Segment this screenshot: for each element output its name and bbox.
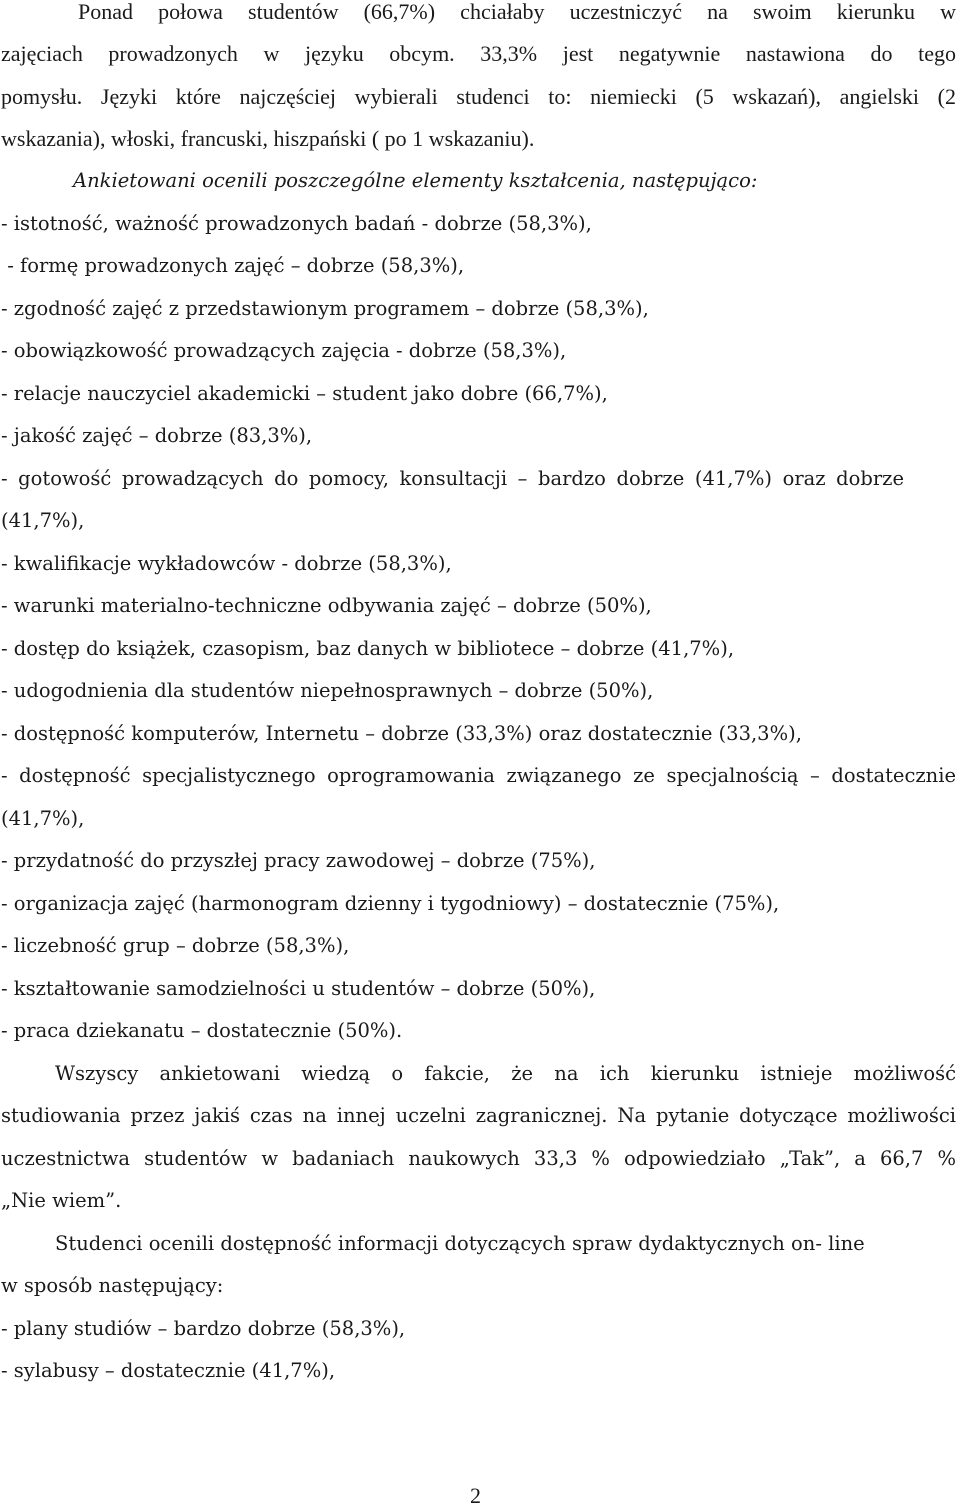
rating-item: - jakość zajęć – dobrze (83,3%),	[1, 424, 313, 447]
rating-item-continued: (41,7%),	[1, 509, 85, 532]
rating-item: - dostępność specjalistycznego oprogramowania związanego ze specjalnością – dostatecznie	[1, 764, 956, 787]
rating-item: - zgodność zajęć z przedstawionym programem – dobrze (58,3%),	[1, 297, 649, 320]
rating-item: - relacje nauczyciel akademicki – student jako dobre (66,7%),	[1, 382, 608, 405]
rating-item: - formę prowadzonych zajęć – dobrze (58,3%),	[1, 254, 465, 277]
rating-item-continued: (41,7%),	[1, 807, 85, 830]
exchange-line-2: studiowania przez jakiś czas na innej uczelni zagranicznej. Na pytanie dotyczące możliwości	[1, 1104, 956, 1127]
ratings-heading: Ankietowani ocenili poszczególne elementy kształcenia, następująco:	[73, 169, 758, 192]
rating-item: - przydatność do przyszłej pracy zawodowej – dobrze (75%),	[1, 849, 596, 872]
rating-item: - praca dziekanatu – dostatecznie (50%).	[1, 1019, 403, 1042]
rating-item: - dostęp do książek, czasopism, baz danych w bibliotece – dobrze (41,7%),	[1, 637, 735, 660]
rating-item: - obowiązkowość prowadzących zajęcia - dobrze (58,3%),	[1, 339, 567, 362]
online-item: - sylabusy – dostatecznie (41,7%),	[1, 1359, 336, 1382]
rating-item: - kwalifikacje wykładowców - dobrze (58,3%),	[1, 552, 452, 575]
rating-item: - organizacja zajęć (harmonogram dzienny i tygodniowy) – dostatecznie (75%),	[1, 892, 780, 915]
rating-item: - kształtowanie samodzielności u studentów – dobrze (50%),	[1, 977, 596, 1000]
intro-line-4: wskazania), włoski, francuski, hiszpański ( po 1 wskazaniu).	[1, 126, 535, 151]
exchange-line-4: „Nie wiem”.	[1, 1189, 122, 1212]
rating-item: - dostępność komputerów, Internetu – dobrze (33,3%) oraz dostatecznie (33,3%),	[1, 722, 802, 745]
page-number: 2	[470, 1483, 481, 1508]
rating-item: - istotność, ważność prowadzonych badań - dobrze (58,3%),	[1, 212, 592, 235]
online-item: - plany studiów – bardzo dobrze (58,3%),	[1, 1317, 406, 1340]
rating-item: - udogodnienia dla studentów niepełnosprawnych – dobrze (50%),	[1, 679, 654, 702]
rating-item: - liczebność grup – dobrze (58,3%),	[1, 934, 350, 957]
online-heading-continued: w sposób następujący:	[1, 1274, 224, 1297]
online-heading: Studenci ocenili dostępność informacji dotyczących spraw dydaktycznych on- line	[55, 1232, 865, 1255]
intro-line-2: zajęciach prowadzonych w języku obcym. 33,3% jest negatywnie nastawiona do tego	[1, 41, 956, 66]
rating-item: - gotowość prowadzących do pomocy, konsultacji – bardzo dobrze (41,7%) oraz dobrze	[1, 467, 904, 490]
exchange-line-3: uczestnictwa studentów w badaniach naukowych 33,3 % odpowiedziało „Tak”, a 66,7 %	[1, 1147, 956, 1170]
intro-line-1: Ponad połowa studentów (66,7%) chciałaby uczestniczyć na swoim kierunku w	[78, 0, 956, 24]
intro-line-3: pomysłu. Języki które najczęściej wybierali studenci to: niemiecki (5 wskazań), angielski (2	[1, 84, 956, 109]
rating-item: - warunki materialno-techniczne odbywania zajęć – dobrze (50%),	[1, 594, 652, 617]
exchange-line-1: Wszyscy ankietowani wiedzą o fakcie, że na ich kierunku istnieje możliwość	[55, 1062, 956, 1085]
